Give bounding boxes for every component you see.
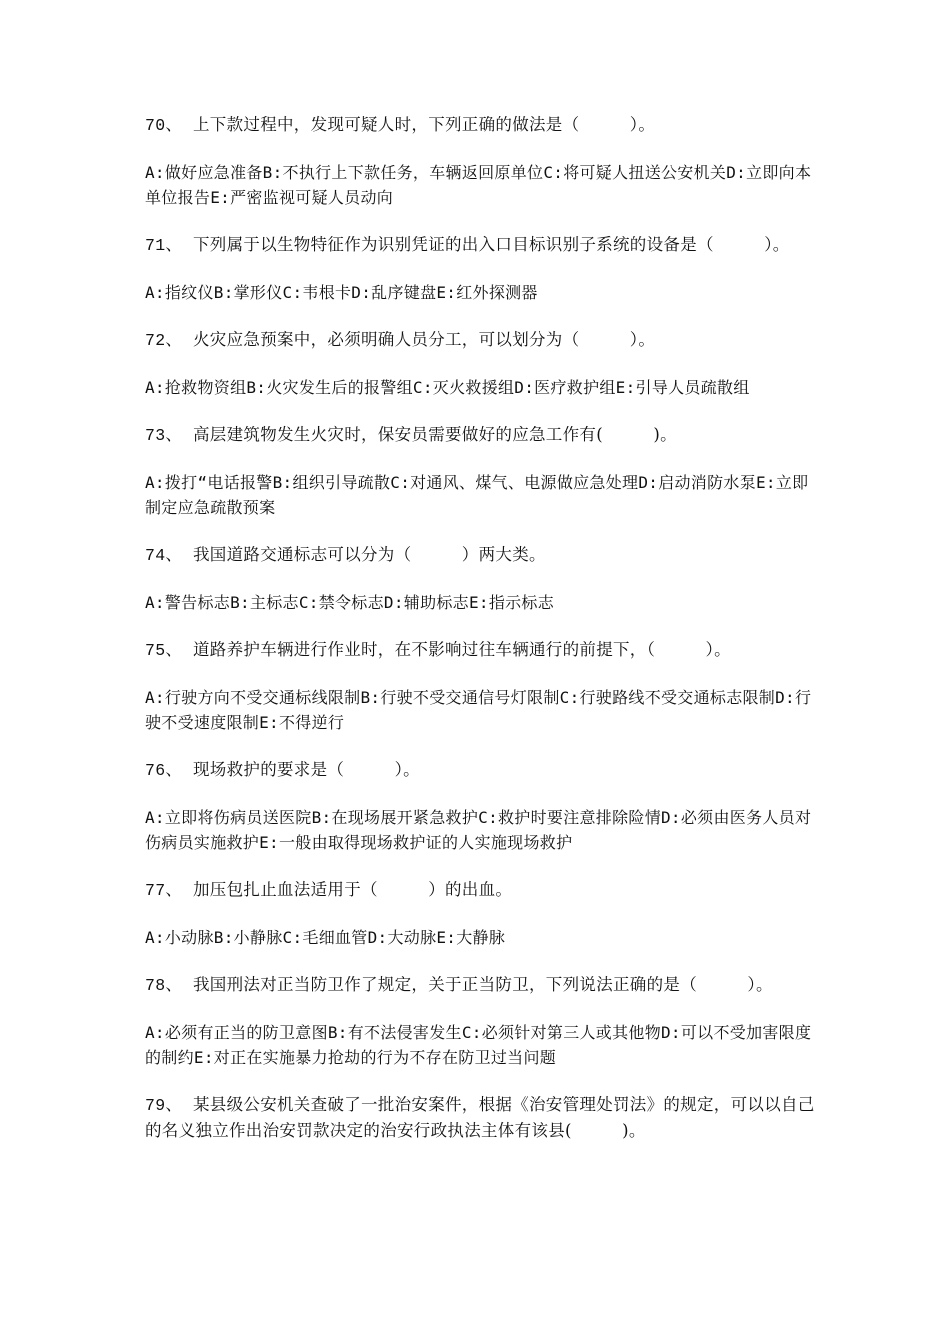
question-71-options: A:指纹仪B:掌形仪C:韦根卡D:乱序键盘E:红外探测器 <box>145 283 538 302</box>
question-72 <box>145 327 815 353</box>
question-78-options: A:必须有正当的防卫意图B:有不法侵害发生C:必须针对第三人或其他物D:可以不受加害限度的制约E:对正在实施暴力抢劫的行为不存在防卫过当问题 <box>145 1023 812 1067</box>
question-76-options: A:立即将伤病员送医院B:在现场展开紧急救护C:救护时要注意排除险情D:必须由医务人员对伤病员实施救护E:一般由取得现场救护证的人实施现场救护 <box>145 808 812 852</box>
question-75-options: A:行驶方向不受交通标线限制B:行驶不受交通信号灯限制C:行驶路线不受交通标志限制D:行驶不受速度限制E:不得逆行 <box>145 688 812 732</box>
question-74-options: A:警告标志B:主标志C:禁令标志D:辅助标志E:指示标志 <box>145 593 555 612</box>
question-79 <box>145 1092 815 1143</box>
question-number: 79、 <box>145 1096 183 1115</box>
question-70 <box>145 112 815 138</box>
question-72-options: A:抢救物资组B:火灾发生后的报警组C:灭火救援组D:医疗救护组E:引导人员疏散组 <box>145 378 750 397</box>
question-text: 火灾应急预案中，必须明确人员分工，可以划分为（ ）。 <box>193 330 656 349</box>
question-number: 76、 <box>145 761 183 780</box>
question-text: 某县级公安机关查破了一批治安案件，根据《治安管理处罚法》的规定，可以以自己的名义独立作出治安罚款决定的治安行政执法主体有该县( )。 <box>145 1095 815 1140</box>
question-number: 70、 <box>145 116 183 135</box>
question-number: 74、 <box>145 546 183 565</box>
question-text: 加压包扎止血法适用于（ ）的出血。 <box>193 880 513 899</box>
question-number: 78、 <box>145 976 183 995</box>
question-text: 我国道路交通标志可以分为（ ）两大类。 <box>193 545 546 564</box>
question-77 <box>145 877 815 903</box>
question-text: 道路养护车辆进行作业时，在不影响过往车辆通行的前提下，（ ）。 <box>193 640 731 659</box>
question-number: 75、 <box>145 641 183 660</box>
question-list <box>145 112 815 1165</box>
question-75 <box>145 637 815 663</box>
question-70-options: A:做好应急准备B:不执行上下款任务，车辆返回原单位C:将可疑人扭送公安机关D:立即向本单位报告E:严密监视可疑人员动向 <box>145 163 812 207</box>
question-number: 73、 <box>145 426 183 445</box>
question-text: 上下款过程中，发现可疑人时，下列正确的做法是（ ）。 <box>193 115 656 134</box>
question-76 <box>145 757 815 783</box>
question-text: 现场救护的要求是（ ）。 <box>193 760 420 779</box>
question-78 <box>145 972 815 998</box>
question-77-options: A:小动脉B:小静脉C:毛细血管D:大动脉E:大静脉 <box>145 928 506 947</box>
question-number: 72、 <box>145 331 183 350</box>
question-73-options: A:拨打“电话报警B:组织引导疏散C:对通风、煤气、电源做应急处理D:启动消防水泵E:立即制定应急疏散预案 <box>145 473 809 517</box>
question-73 <box>145 422 815 448</box>
question-text: 下列属于以生物特征作为识别凭证的出入口目标识别子系统的设备是（ ）。 <box>193 235 790 254</box>
question-71 <box>145 232 815 258</box>
question-text: 我国刑法对正当防卫作了规定，关于正当防卫，下列说法正确的是（ ）。 <box>193 975 773 994</box>
question-74 <box>145 542 815 568</box>
question-number: 77、 <box>145 881 183 900</box>
question-text: 高层建筑物发生火灾时，保安员需要做好的应急工作有( )。 <box>193 425 677 444</box>
question-number: 71、 <box>145 236 183 255</box>
